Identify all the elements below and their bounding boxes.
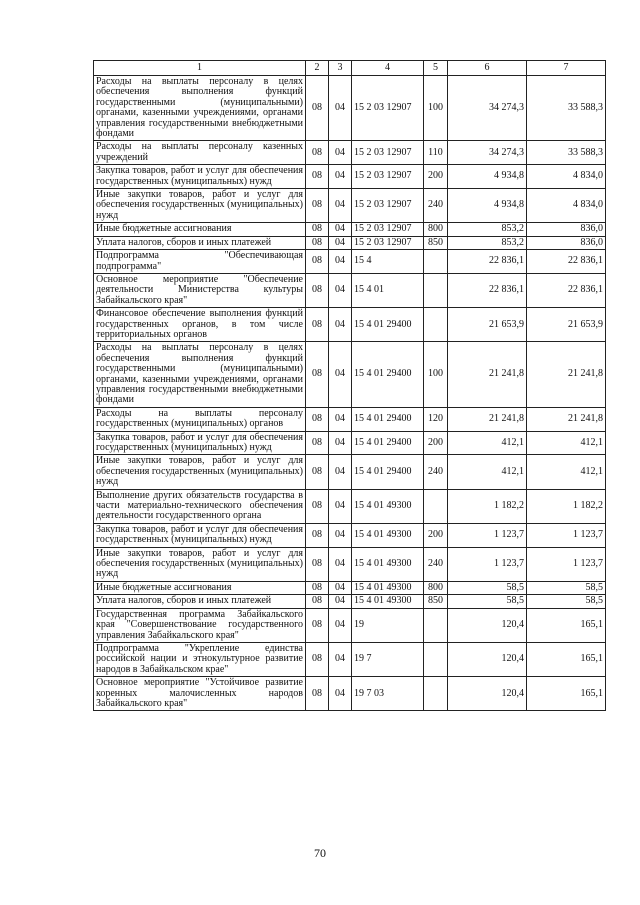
table-row (94, 250, 606, 274)
subsection-code-cell: 04 (329, 342, 352, 407)
expense-type-cell: 850 (424, 236, 448, 249)
table-row (94, 273, 606, 307)
expense-type-cell: 200 (424, 165, 448, 189)
table-row (94, 581, 606, 594)
row-name-cell: Иные бюджетные ассигнования (94, 223, 306, 236)
amount-year2-cell: 21 241,8 (527, 342, 606, 407)
expense-type-cell (424, 250, 448, 274)
row-name-cell: Подпрограмма "Укрепление единства российской нации и этнокультурное развитие народов в Забайкальском крае" (94, 642, 306, 676)
table-row (94, 547, 606, 581)
amount-year2-cell: 21 241,8 (527, 407, 606, 431)
table-row (94, 677, 606, 711)
amount-year1-cell: 1 123,7 (448, 523, 527, 547)
target-article-cell: 15 4 01 49300 (352, 489, 424, 523)
target-article-cell: 15 4 01 29400 (352, 308, 424, 342)
subsection-code-cell: 04 (329, 642, 352, 676)
amount-year1-cell: 58,5 (448, 581, 527, 594)
target-article-cell: 15 2 03 12907 (352, 223, 424, 236)
amount-year2-cell: 836,0 (527, 223, 606, 236)
table-row (94, 489, 606, 523)
section-code-cell: 08 (306, 523, 329, 547)
target-article-cell: 15 4 01 29400 (352, 455, 424, 489)
budget-table (93, 60, 606, 711)
amount-year1-cell: 1 123,7 (448, 547, 527, 581)
page-number: 70 (314, 846, 326, 860)
row-name-cell: Основное мероприятие "Обеспечение деятельности Министерства культуры Забайкальского края" (94, 273, 306, 307)
section-code-cell: 08 (306, 455, 329, 489)
expense-type-cell: 240 (424, 455, 448, 489)
subsection-code-cell: 04 (329, 223, 352, 236)
row-name-cell: Финансовое обеспечение выполнения функций государственных органов, в том числе территориальных органов (94, 308, 306, 342)
amount-year1-cell: 853,2 (448, 236, 527, 249)
target-article-cell: 15 2 03 12907 (352, 76, 424, 141)
row-name-cell: Иные закупки товаров, работ и услуг для обеспечения государственных (муниципальных) нужд (94, 189, 306, 223)
section-code-cell: 08 (306, 642, 329, 676)
amount-year2-cell: 33 588,3 (527, 76, 606, 141)
amount-year1-cell: 120,4 (448, 642, 527, 676)
table-row (94, 141, 606, 165)
subsection-code-cell: 04 (329, 581, 352, 594)
target-article-cell: 15 4 01 29400 (352, 431, 424, 455)
target-article-cell: 15 4 01 49300 (352, 581, 424, 594)
row-name-cell: Подпрограмма "Обеспечивающая подпрограмма" (94, 250, 306, 274)
expense-type-cell (424, 677, 448, 711)
target-article-cell: 15 2 03 12907 (352, 189, 424, 223)
amount-year1-cell: 412,1 (448, 431, 527, 455)
subsection-code-cell: 04 (329, 608, 352, 642)
section-code-cell: 08 (306, 236, 329, 249)
amount-year1-cell: 58,5 (448, 595, 527, 608)
amount-year1-cell: 120,4 (448, 677, 527, 711)
amount-year1-cell: 21 653,9 (448, 308, 527, 342)
section-code-cell: 08 (306, 581, 329, 594)
column-header: 7 (527, 61, 606, 76)
amount-year1-cell: 21 241,8 (448, 342, 527, 407)
expense-type-cell: 240 (424, 189, 448, 223)
subsection-code-cell: 04 (329, 431, 352, 455)
amount-year2-cell: 165,1 (527, 642, 606, 676)
row-name-cell: Иные закупки товаров, работ и услуг для обеспечения государственных (муниципальных) нужд (94, 547, 306, 581)
subsection-code-cell: 04 (329, 595, 352, 608)
subsection-code-cell: 04 (329, 141, 352, 165)
subsection-code-cell: 04 (329, 677, 352, 711)
subsection-code-cell: 04 (329, 407, 352, 431)
section-code-cell: 08 (306, 223, 329, 236)
amount-year2-cell: 4 834,0 (527, 189, 606, 223)
table-row (94, 455, 606, 489)
table-row (94, 407, 606, 431)
column-header: 1 (94, 61, 306, 76)
expense-type-cell: 200 (424, 523, 448, 547)
table-row (94, 595, 606, 608)
amount-year1-cell: 34 274,3 (448, 76, 527, 141)
row-name-cell: Основное мероприятие "Устойчивое развитие коренных малочисленных народов Забайкальского края" (94, 677, 306, 711)
row-name-cell: Расходы на выплаты персоналу государственных (муниципальных) органов (94, 407, 306, 431)
subsection-code-cell: 04 (329, 489, 352, 523)
amount-year1-cell: 4 934,8 (448, 165, 527, 189)
subsection-code-cell: 04 (329, 250, 352, 274)
amount-year2-cell: 4 834,0 (527, 165, 606, 189)
section-code-cell: 08 (306, 431, 329, 455)
section-code-cell: 08 (306, 677, 329, 711)
expense-type-cell (424, 642, 448, 676)
amount-year2-cell: 58,5 (527, 581, 606, 594)
row-name-cell: Уплата налогов, сборов и иных платежей (94, 236, 306, 249)
row-name-cell: Расходы на выплаты персоналу в целях обеспечения выполнения функций государственными (муниципальными) органами, казенными учреждениями, органами управления государственными внебюджетными фондами (94, 342, 306, 407)
section-code-cell: 08 (306, 76, 329, 141)
subsection-code-cell: 04 (329, 455, 352, 489)
row-name-cell: Уплата налогов, сборов и иных платежей (94, 595, 306, 608)
amount-year2-cell: 836,0 (527, 236, 606, 249)
expense-type-cell: 100 (424, 76, 448, 141)
table-row (94, 642, 606, 676)
row-name-cell: Расходы на выплаты персоналу в целях обеспечения выполнения функций государственными (муниципальными) органами, казенными учреждениями, органами управления государственными внебюджетными фондами (94, 76, 306, 141)
table-row (94, 165, 606, 189)
row-name-cell: Закупка товаров, работ и услуг для обеспечения государственных (муниципальных) нужд (94, 523, 306, 547)
section-code-cell: 08 (306, 342, 329, 407)
subsection-code-cell: 04 (329, 547, 352, 581)
row-name-cell: Расходы на выплаты персоналу казенных учреждений (94, 141, 306, 165)
section-code-cell: 08 (306, 608, 329, 642)
expense-type-cell: 100 (424, 342, 448, 407)
table-row (94, 431, 606, 455)
section-code-cell: 08 (306, 547, 329, 581)
target-article-cell: 15 4 01 29400 (352, 342, 424, 407)
subsection-code-cell: 04 (329, 308, 352, 342)
amount-year2-cell: 412,1 (527, 431, 606, 455)
expense-type-cell (424, 273, 448, 307)
row-name-cell: Выполнение других обязательств государства в части материально-технического обеспечения деятельности государственного органа (94, 489, 306, 523)
amount-year2-cell: 165,1 (527, 677, 606, 711)
row-name-cell: Государственная программа Забайкальского края "Совершенствование государственного управления Забайкальского края" (94, 608, 306, 642)
amount-year2-cell: 21 653,9 (527, 308, 606, 342)
amount-year2-cell: 412,1 (527, 455, 606, 489)
amount-year1-cell: 120,4 (448, 608, 527, 642)
target-article-cell: 15 4 01 49300 (352, 595, 424, 608)
row-name-cell: Закупка товаров, работ и услуг для обеспечения государственных (муниципальных) нужд (94, 431, 306, 455)
table-row (94, 223, 606, 236)
amount-year1-cell: 22 836,1 (448, 250, 527, 274)
subsection-code-cell: 04 (329, 165, 352, 189)
amount-year1-cell: 22 836,1 (448, 273, 527, 307)
expense-type-cell (424, 608, 448, 642)
expense-type-cell: 110 (424, 141, 448, 165)
target-article-cell: 15 4 01 49300 (352, 547, 424, 581)
table-row (94, 76, 606, 141)
table-header-row (94, 61, 606, 76)
target-article-cell: 15 4 01 49300 (352, 523, 424, 547)
amount-year1-cell: 1 182,2 (448, 489, 527, 523)
table-body (94, 76, 606, 711)
section-code-cell: 08 (306, 250, 329, 274)
amount-year1-cell: 4 934,8 (448, 189, 527, 223)
column-header: 5 (424, 61, 448, 76)
amount-year2-cell: 1 123,7 (527, 547, 606, 581)
subsection-code-cell: 04 (329, 189, 352, 223)
target-article-cell: 15 4 01 (352, 273, 424, 307)
table-row (94, 608, 606, 642)
target-article-cell: 15 2 03 12907 (352, 236, 424, 249)
section-code-cell: 08 (306, 308, 329, 342)
amount-year1-cell: 853,2 (448, 223, 527, 236)
section-code-cell: 08 (306, 165, 329, 189)
amount-year1-cell: 412,1 (448, 455, 527, 489)
amount-year2-cell: 165,1 (527, 608, 606, 642)
target-article-cell: 15 2 03 12907 (352, 165, 424, 189)
row-name-cell: Иные бюджетные ассигнования (94, 581, 306, 594)
amount-year2-cell: 22 836,1 (527, 250, 606, 274)
section-code-cell: 08 (306, 407, 329, 431)
table-row (94, 308, 606, 342)
subsection-code-cell: 04 (329, 523, 352, 547)
expense-type-cell: 800 (424, 223, 448, 236)
expense-type-cell (424, 308, 448, 342)
amount-year2-cell: 1 182,2 (527, 489, 606, 523)
expense-type-cell: 850 (424, 595, 448, 608)
amount-year1-cell: 34 274,3 (448, 141, 527, 165)
table-row (94, 189, 606, 223)
column-header: 2 (306, 61, 329, 76)
amount-year2-cell: 58,5 (527, 595, 606, 608)
amount-year2-cell: 33 588,3 (527, 141, 606, 165)
target-article-cell: 19 7 03 (352, 677, 424, 711)
section-code-cell: 08 (306, 489, 329, 523)
section-code-cell: 08 (306, 189, 329, 223)
column-header: 6 (448, 61, 527, 76)
column-header: 4 (352, 61, 424, 76)
expense-type-cell: 120 (424, 407, 448, 431)
amount-year2-cell: 22 836,1 (527, 273, 606, 307)
amount-year2-cell: 1 123,7 (527, 523, 606, 547)
target-article-cell: 15 4 01 29400 (352, 407, 424, 431)
section-code-cell: 08 (306, 595, 329, 608)
expense-type-cell: 800 (424, 581, 448, 594)
subsection-code-cell: 04 (329, 76, 352, 141)
target-article-cell: 19 (352, 608, 424, 642)
section-code-cell: 08 (306, 141, 329, 165)
expense-type-cell: 200 (424, 431, 448, 455)
section-code-cell: 08 (306, 273, 329, 307)
target-article-cell: 19 7 (352, 642, 424, 676)
subsection-code-cell: 04 (329, 273, 352, 307)
target-article-cell: 15 4 (352, 250, 424, 274)
subsection-code-cell: 04 (329, 236, 352, 249)
column-header: 3 (329, 61, 352, 76)
amount-year1-cell: 21 241,8 (448, 407, 527, 431)
row-name-cell: Закупка товаров, работ и услуг для обеспечения государственных (муниципальных) нужд (94, 165, 306, 189)
table-row (94, 342, 606, 407)
table-row (94, 236, 606, 249)
target-article-cell: 15 2 03 12907 (352, 141, 424, 165)
expense-type-cell: 240 (424, 547, 448, 581)
expense-type-cell (424, 489, 448, 523)
row-name-cell: Иные закупки товаров, работ и услуг для обеспечения государственных (муниципальных) нужд (94, 455, 306, 489)
table-row (94, 523, 606, 547)
